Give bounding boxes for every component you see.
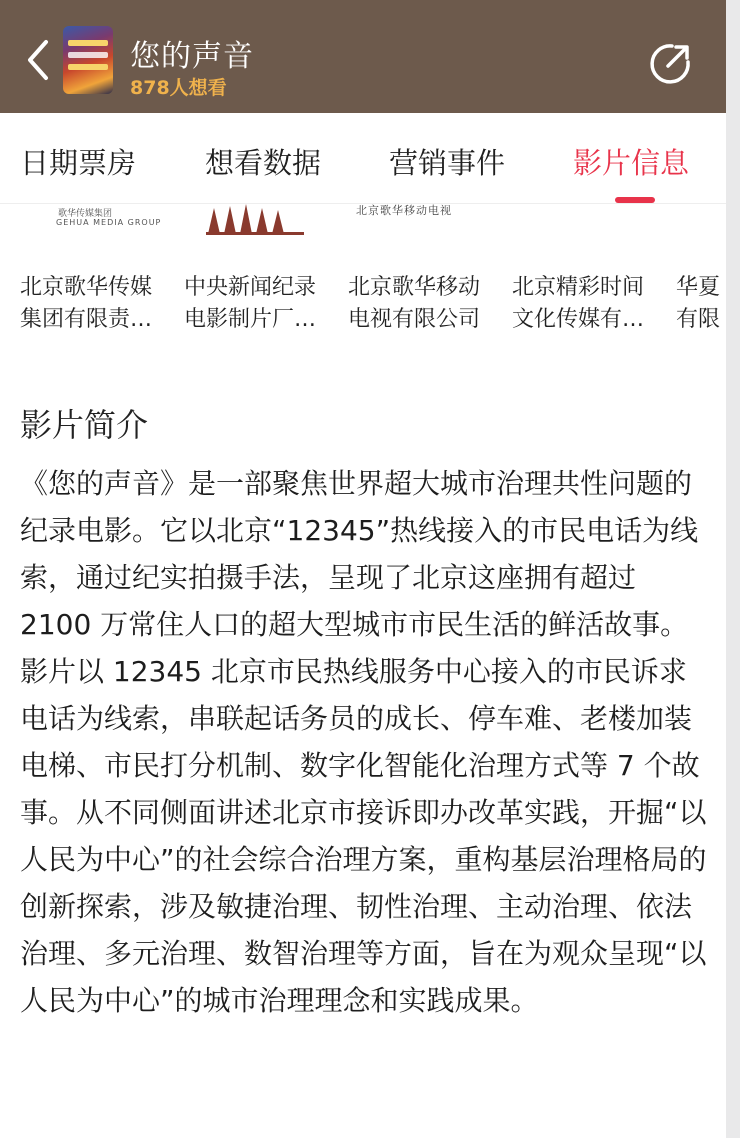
top-bar: [0, 0, 726, 113]
share-button[interactable]: [646, 40, 694, 88]
movie-title: 您的声音: [130, 39, 254, 74]
company-item[interactable]: 北京歌华移动 电视有限公司: [348, 275, 481, 332]
synopsis-body: [20, 460, 710, 1024]
chevron-left-icon: [18, 30, 58, 90]
company-logo-cndfs: [200, 204, 310, 238]
back-button[interactable]: [18, 30, 58, 90]
synopsis-paragraph: 影片以 12345 北京市民热线服务中心接入的市民诉求电话为线索，串联起话务员的成长、停车难、老楼加装电梯、市民打分机制、数字化智能化治理方式等 7 个故事。从不同侧面讲述北京市接诉即办改革实践，开掘“以人民为中心”的社会综合治理方案，重构基层治理格局的创新探索，涉及敏捷治理、韧性治理、主动治理、依法治理、多元治理、数智治理等方面，旨在为观众呈现“以人民为中心”的城市治理理念和实践成果。: [20, 655, 707, 1017]
want-to-see-count: 878人想看: [130, 77, 227, 99]
tab-film-info[interactable]: 影片信息: [573, 146, 690, 180]
tab-want-to-see-data[interactable]: 想看数据: [205, 146, 322, 180]
synopsis-paragraph: 《您的声音》是一部聚焦世界超大城市治理共性问题的纪录电影。它以北京“12345”热线接入的市民电话为线索，通过纪实拍摄手法，呈现了北京这座拥有超过 2100 万常住人口的超大型城市市民生活的鲜活故事。: [20, 467, 699, 641]
movie-poster-thumbnail[interactable]: [63, 26, 113, 94]
company-item[interactable]: 北京歌华传媒 集团有限责…: [20, 275, 153, 332]
tab-daily-box-office[interactable]: 日期票房: [20, 146, 137, 180]
right-edge-strip: [726, 0, 740, 1138]
company-item[interactable]: 中央新闻纪录 电影制片厂…: [184, 275, 317, 332]
tab-bar: [0, 113, 726, 203]
company-item[interactable]: 华夏 有限: [676, 275, 721, 332]
synopsis-heading: 影片简介: [20, 406, 149, 444]
company-item[interactable]: 北京精彩时间 文化传媒有…: [512, 275, 645, 332]
company-logos-row: 歌华传媒集团 GEHUA MEDIA GROUP 北京歌华移动电视: [0, 204, 726, 240]
company-logo-gehua-mobile-tv: 北京歌华移动电视: [356, 204, 452, 217]
share-icon: [646, 40, 694, 88]
tab-marketing-events[interactable]: 营销事件: [389, 146, 506, 180]
